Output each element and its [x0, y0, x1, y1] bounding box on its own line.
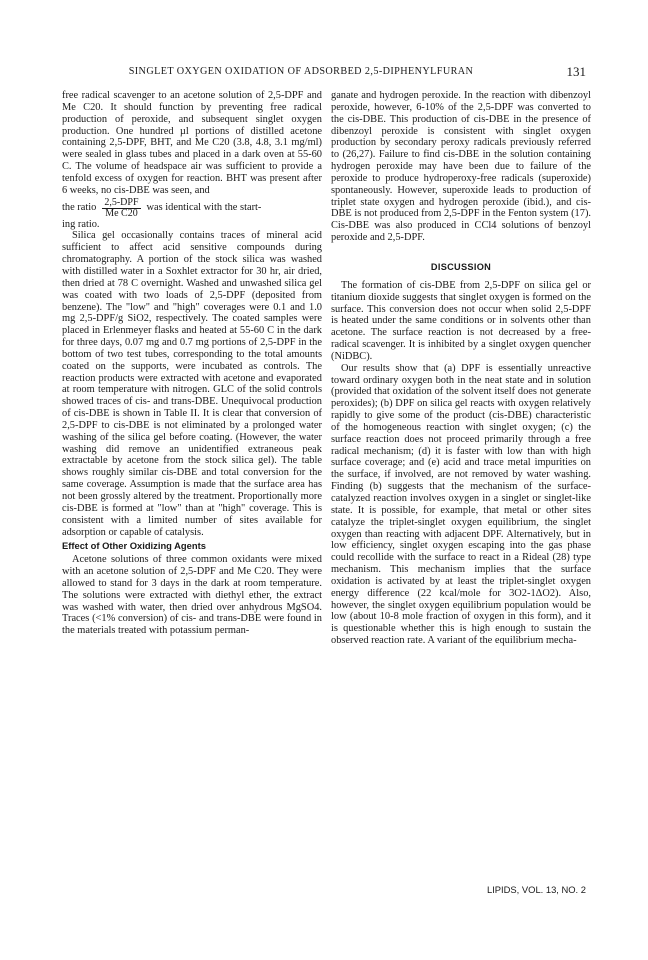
paragraph-bht-experiment: free radical scavenger to an acetone solution of 2,5-DPF and Me C20. It should function by preventing free radical production of peroxide, and subsequent singlet oxygen production. One hundred µl portions of distilled acetone containing 2,5-DPF, BHT, and Me C20 (3.8, 4.8, 3.1 mg/ml) were sealed in glass tubes and placed in a dark oven at 55-60 C. The volume of headspace air was sufficient to provide a tenfold excess of oxygen for reaction. BHT was present after 6 weeks, no cis-DBE was seen, and: [62, 90, 322, 196]
paragraph-discussion-results: Our results show that (a) DPF is essentially unreactive toward ordinary oxygen both in the neat state and in solution (provided that oxidation of the solvent itself does not generate peroxides); (b) DPF on silica gel reacts with oxygen relatively rapidly to give some of the product (cis-DBE) characteristic of the homogeneous reaction with singlet oxygen; (c) the surface reaction does not proceed primarily through a free radical mechanism; (d) it is faster with low than with high surface coverage; and (e) acid and trace metal impurities on the surface, if involved, are not removed by water washing. Finding (b) suggests that the mechanism of the surface-catalyzed reaction involves oxygen in a singlet or singlet-like state. It is possible, for example, that metal or other sites catalyze the triplet-singlet oxygen equilibrium, the singlet oxygen than reacting with adjacent DPF. Alternatively, but in low efficiency, singlet oxygen escaping into the gas phase could recollide with the surface to react in a Rideal (28) type mechanism. This mechanism implies that the surface oxidation is activated by at least the triplet-singlet oxygen energy difference (22 kcal/mole for 3O2-1ΔO2). Also, however, the singlet oxygen equilibrium population would be low (about 10-8 mole fraction of oxygen in this form), and it is questionable whether this is high enough to sustain the observed reaction rate. A variant of the equilibrium mecha-: [331, 362, 591, 647]
page-header: [62, 66, 586, 82]
paragraph-discussion-formation: The formation of cis-DBE from 2,5-DPF on silica gel or titanium dioxide suggests that singlet oxygen is formed on the surface. This conversion does not occur when solid 2,5-DPF is heated under the same conditions or in solvents other than acetone. The surface reaction is not decreased by a free-radical scavenger. It is inhibited by a singlet oxygen quencher (NiDBC).: [331, 279, 591, 362]
right-column: [331, 90, 591, 647]
page-number: 131: [566, 64, 586, 79]
ratio-line: [62, 198, 322, 219]
running-title: SINGLET OXYGEN OXIDATION OF ADSORBED 2,5-DIPHENYLFURAN: [128, 66, 474, 77]
journal-footer: LIPIDS, VOL. 13, NO. 2: [486, 884, 586, 895]
heading-discussion: DISCUSSION: [430, 261, 492, 272]
paragraph-peroxide-results: ganate and hydrogen peroxide. In the reaction with dibenzoyl peroxide, however, 6-10% of the 2,5-DPF was converted to the cis-DBE. This production of cis-DBE in the presence of dibenzoyl peroxide is consistent with singlet oxygen production by secondary peroxy radicals previously referred to (26,27). Failure to find cis-DBE in the solution containing hydrogen peroxide may have been due to failure of the peroxide to produce hydroperoxy-free radicals (superoxide) spontaneously. However, superoxide leads to production of triplet state oxygen and hydrogen peroxide (ibid.), and cis-DBE is not produced from 2,5-DPF in the Fenton system (17). Cis-DBE was also produced in CCl4 solutions of benzoyl peroxide and 2,5-DPF.: [331, 90, 591, 244]
ratio-fraction: [102, 198, 140, 219]
ratio-suffix: was identical with the start-: [146, 202, 262, 214]
ratio-prefix: the ratio: [62, 202, 97, 214]
ratio-denominator: Me C20: [105, 207, 138, 219]
paragraph-ratio-continued: ing ratio.: [62, 218, 100, 230]
ratio-numerator: 2,5-DPF: [104, 196, 139, 208]
paragraph-oxidants: Acetone solutions of three common oxidants were mixed with an acetone solution of 2,5-DPF and Me C20. They were allowed to stand for 3 days in the dark at room temperature. The solutions were extracted with diethyl ether, the extract was washed with water, then dried over anhydrous MgSO4. Traces (<1% conversion) of cis- and trans-DBE were found in the materials treated with potassium perman-: [62, 554, 322, 637]
heading-oxidizing-agents: Effect of Other Oxidizing Agents: [62, 540, 206, 552]
paragraph-silica-washing: Silica gel occasionally contains traces of mineral acid sufficient to affect acid sensitive compounds during chromatography. A portion of the stock silica was washed with distilled water in a Soxhlet extractor for 30 hr, air dried, then dried at 78 C overnight. Washed and unwashed silica gel was coated with two loads of 2,5-DPF (deposited from benzene). The "low" and "high" coverages were 0.1 and 1.0 mg 2,5-DPF/g SiO2, respectively. The coated samples were placed in Erlenmeyer flasks and heated at 55-60 C in the dark for three days, 0.07 mg and 0.7 mg portions of 2,5-DPF in the bottom of two test tubes, corresponding to the total amounts coated on the supports, were incubated as controls. The reaction products were extracted with acetone and evaporated at room temperature with nitrogen. GLC of the solid controls showed traces of cis- and trans-DBE. Unequivocal production of cis-DBE is shown in Table II. It is clear that conversion of 2,5-DPF to cis-DBE is not eliminated by a prolonged water washing of the silica gel before coating. (However, the water washing did remove an unidentified extraneous peak extractable by acetone from the stock silica gel). The table shows roughly similar cis-DBE and total conversion for the same coverage. Assumption is made that the surface area has not been grossly altered by the treatment. Proportionally more cis-DBE is formed at "low" than at "high" coverage. This is consistent with a limited number of sites available for adsorption or capable of catalysis.: [62, 230, 322, 538]
left-column: [62, 90, 322, 637]
